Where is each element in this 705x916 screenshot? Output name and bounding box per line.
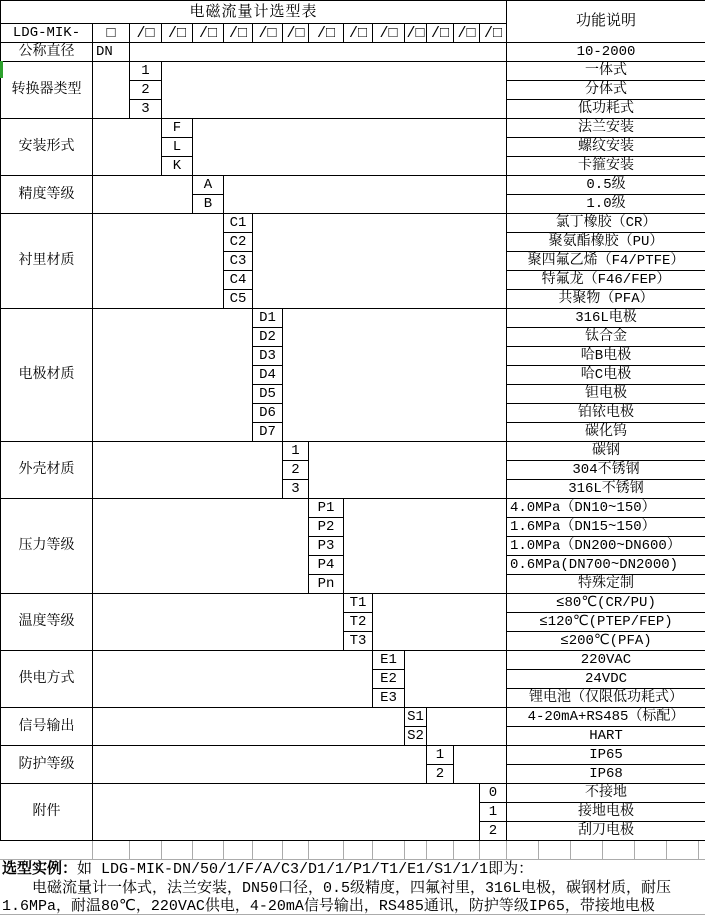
option-code-cell: DN	[92, 42, 130, 62]
selection-mark	[0, 61, 3, 78]
stair-filler-left	[92, 213, 224, 309]
spreadsheet-gridline	[372, 841, 373, 859]
option-desc-cell: ≤200℃(PFA)	[506, 631, 705, 651]
option-desc-cell: 碳化钨	[506, 422, 705, 442]
stair-filler-right	[343, 498, 507, 594]
option-code-cell: 1	[479, 802, 507, 822]
option-desc-cell: 分体式	[506, 80, 705, 100]
option-code-cell: 0	[479, 783, 507, 803]
option-code-cell: 2	[282, 460, 309, 480]
option-desc-cell: 接地电极	[506, 802, 705, 822]
option-desc-cell: 螺纹安装	[506, 137, 705, 157]
stair-filler-right	[192, 118, 507, 176]
spreadsheet-gridline	[192, 841, 193, 859]
option-desc-cell: 24VDC	[506, 669, 705, 689]
spreadsheet-gridline	[479, 841, 480, 859]
spreadsheet-gridline	[404, 841, 405, 859]
option-code-cell: D5	[252, 384, 283, 404]
option-code-cell: P1	[308, 498, 344, 518]
section-label-cell: 衬里材质	[0, 213, 93, 309]
spreadsheet-gridline	[698, 841, 699, 859]
option-desc-cell: 0.6MPa(DN700~DN2000)	[506, 555, 705, 575]
option-code-cell: E3	[372, 688, 405, 708]
spreadsheet-gridline	[538, 841, 539, 859]
option-code-cell: D6	[252, 403, 283, 423]
option-code-cell: 3	[129, 99, 162, 119]
stair-filler-right	[161, 61, 507, 119]
option-desc-cell: 4-20mA+RS485（标配）	[506, 707, 705, 727]
option-code-cell: F	[161, 118, 193, 138]
option-desc-cell: 304不锈钢	[506, 460, 705, 480]
stair-filler-right	[282, 308, 507, 442]
option-code-cell: T3	[343, 631, 373, 651]
section-label-cell: 信号输出	[0, 707, 93, 746]
code-box-cell: /□	[453, 23, 480, 43]
option-code-cell: 2	[479, 821, 507, 841]
spreadsheet-gridline	[92, 841, 93, 859]
option-desc-cell: 316L不锈钢	[506, 479, 705, 499]
stair-filler-left	[92, 783, 480, 841]
code-box-cell: /□	[223, 23, 253, 43]
spreadsheet-gridline	[634, 841, 635, 859]
option-code-cell: A	[192, 175, 224, 195]
section-label-cell: 防护等级	[0, 745, 93, 784]
option-desc-cell: 钛合金	[506, 327, 705, 347]
stair-filler-left	[92, 308, 253, 442]
option-desc-cell: 0.5级	[506, 175, 705, 195]
section-label-cell: 安装形式	[0, 118, 93, 176]
code-box-cell: /□	[404, 23, 427, 43]
stair-filler-left	[92, 650, 373, 708]
section-label-cell: 外壳材质	[0, 441, 93, 499]
option-code-cell: D3	[252, 346, 283, 366]
code-box-cell: /□	[372, 23, 405, 43]
option-desc-cell: HART	[506, 726, 705, 746]
option-desc-cell: 一体式	[506, 61, 705, 81]
code-box-cell: /□	[161, 23, 193, 43]
option-code-cell: 2	[426, 764, 454, 784]
option-desc-cell: 聚四氟乙烯（F4/PTFE）	[506, 251, 705, 271]
example-description-line1: 电磁流量计一体式，法兰安装，DN50口径，0.5级精度，四氟衬里，316L电极，碳钢材质，耐压	[2, 880, 672, 897]
code-box-cell: /□	[282, 23, 309, 43]
option-desc-cell: IP65	[506, 745, 705, 765]
option-code-cell: P2	[308, 517, 344, 537]
stair-filler-right	[453, 745, 507, 784]
example-description-line2: 1.6MPa，耐温80℃，220VAC供电，4-20mA信号输出，RS485通讯，防护等级IP65，带接地电极	[2, 898, 655, 915]
code-box-cell: □	[92, 23, 130, 43]
option-desc-cell: 卡箍安装	[506, 156, 705, 176]
option-code-cell: Pn	[308, 574, 344, 594]
option-code-cell: D1	[252, 308, 283, 328]
option-desc-cell: 4.0MPa（DN10~150）	[506, 498, 705, 518]
option-code-cell: D7	[252, 422, 283, 442]
stair-filler-right	[129, 42, 507, 62]
option-code-cell: L	[161, 137, 193, 157]
spreadsheet-gridline	[570, 841, 571, 859]
stair-filler-left	[92, 593, 344, 651]
option-code-cell: T1	[343, 593, 373, 613]
option-desc-cell: 特殊定制	[506, 574, 705, 594]
option-desc-cell: 法兰安装	[506, 118, 705, 138]
option-desc-cell: 不接地	[506, 783, 705, 803]
option-desc-cell: 316L电极	[506, 308, 705, 328]
stair-filler-right	[223, 175, 507, 214]
option-code-cell: C4	[223, 270, 253, 290]
option-code-cell: E2	[372, 669, 405, 689]
section-label-cell: 精度等级	[0, 175, 93, 214]
option-desc-cell: 铂铱电极	[506, 403, 705, 423]
spreadsheet-gridline	[223, 841, 224, 859]
spreadsheet-gridline	[308, 841, 309, 859]
stair-filler-left	[92, 175, 193, 214]
spreadsheet-gridline	[161, 841, 162, 859]
option-code-cell: E1	[372, 650, 405, 670]
option-code-cell: C2	[223, 232, 253, 252]
option-desc-cell: ≤120℃(PTEP/FEP)	[506, 612, 705, 632]
section-label-cell: 温度等级	[0, 593, 93, 651]
stair-filler-left	[92, 61, 130, 119]
section-label-cell: 公称直径	[0, 42, 93, 62]
option-desc-cell: 220VAC	[506, 650, 705, 670]
option-code-cell: 1	[129, 61, 162, 81]
stair-filler-left	[92, 707, 405, 746]
stair-filler-right	[426, 707, 507, 746]
stair-filler-left	[92, 498, 309, 594]
option-code-cell: P4	[308, 555, 344, 575]
option-desc-cell: 共聚物（PFA）	[506, 289, 705, 309]
option-desc-cell: 刮刀电极	[506, 821, 705, 841]
option-code-cell: D4	[252, 365, 283, 385]
table-title: 电磁流量计选型表	[0, 0, 507, 24]
section-label-cell: 供电方式	[0, 650, 93, 708]
section-label-cell: 转换器类型	[0, 61, 93, 119]
stair-filler-left	[92, 745, 427, 784]
section-label-cell: 附件	[0, 783, 93, 841]
option-code-cell: C3	[223, 251, 253, 271]
option-code-cell: B	[192, 194, 224, 214]
option-desc-cell: 1.0MPa（DN200~DN600）	[506, 536, 705, 556]
option-desc-cell: 聚氨酯橡胶（PU）	[506, 232, 705, 252]
model-prefix-cell: LDG-MIK-	[0, 23, 93, 43]
option-code-cell: 3	[282, 479, 309, 499]
option-code-cell: C5	[223, 289, 253, 309]
option-desc-cell: 10-2000	[506, 42, 705, 62]
option-code-cell: D2	[252, 327, 283, 347]
spreadsheet-gridline	[129, 841, 130, 859]
option-code-cell: 1	[426, 745, 454, 765]
example-heading	[2, 860, 533, 879]
spreadsheet-gridline	[602, 841, 603, 859]
stair-filler-right	[252, 213, 507, 309]
option-desc-cell: 低功耗式	[506, 99, 705, 119]
stair-filler-left	[92, 118, 162, 176]
option-desc-cell: IP68	[506, 764, 705, 784]
option-desc-cell: 钽电极	[506, 384, 705, 404]
stair-filler-right	[404, 650, 507, 708]
section-label-cell: 压力等级	[0, 498, 93, 594]
example-label: 选型实例：	[2, 861, 78, 878]
option-desc-cell: ≤80℃(CR/PU)	[506, 593, 705, 613]
option-code-cell: 1	[282, 441, 309, 461]
code-box-cell: /□	[308, 23, 344, 43]
spreadsheet-gridline	[453, 841, 454, 859]
code-box-cell: /□	[426, 23, 454, 43]
spreadsheet-gridline	[282, 841, 283, 859]
section-label-cell: 电极材质	[0, 308, 93, 442]
option-code-cell: P3	[308, 536, 344, 556]
stair-filler-right	[372, 593, 507, 651]
option-desc-cell: 哈C电极	[506, 365, 705, 385]
spreadsheet-gridline	[252, 841, 253, 859]
option-code-cell: 2	[129, 80, 162, 100]
option-code-cell: K	[161, 156, 193, 176]
option-code-cell: T2	[343, 612, 373, 632]
example-code: 如 LDG-MIK-DN/50/1/F/A/C3/D1/1/P1/T1/E1/S1/1/1即为：	[77, 861, 534, 878]
spreadsheet-gridline	[343, 841, 344, 859]
code-box-cell: /□	[192, 23, 224, 43]
code-box-cell: /□	[129, 23, 162, 43]
option-code-cell: C1	[223, 213, 253, 233]
spreadsheet-gridline	[506, 841, 507, 859]
function-column-header: 功能说明	[506, 0, 705, 43]
option-desc-cell: 氯丁橡胶（CR）	[506, 213, 705, 233]
code-box-cell: /□	[479, 23, 507, 43]
option-desc-cell: 锂电池（仅限低功耗式）	[506, 688, 705, 708]
option-desc-cell: 哈B电极	[506, 346, 705, 366]
code-box-cell: /□	[252, 23, 283, 43]
option-desc-cell: 特氟龙（F46/FEP）	[506, 270, 705, 290]
option-code-cell: S2	[404, 726, 427, 746]
spreadsheet-gridline	[426, 841, 427, 859]
option-desc-cell: 1.0级	[506, 194, 705, 214]
option-code-cell: S1	[404, 707, 427, 727]
option-desc-cell: 碳钢	[506, 441, 705, 461]
code-box-cell: /□	[343, 23, 373, 43]
stair-filler-right	[308, 441, 507, 499]
option-desc-cell: 1.6MPa（DN15~150）	[506, 517, 705, 537]
spreadsheet-gridline	[666, 841, 667, 859]
stair-filler-left	[92, 441, 283, 499]
